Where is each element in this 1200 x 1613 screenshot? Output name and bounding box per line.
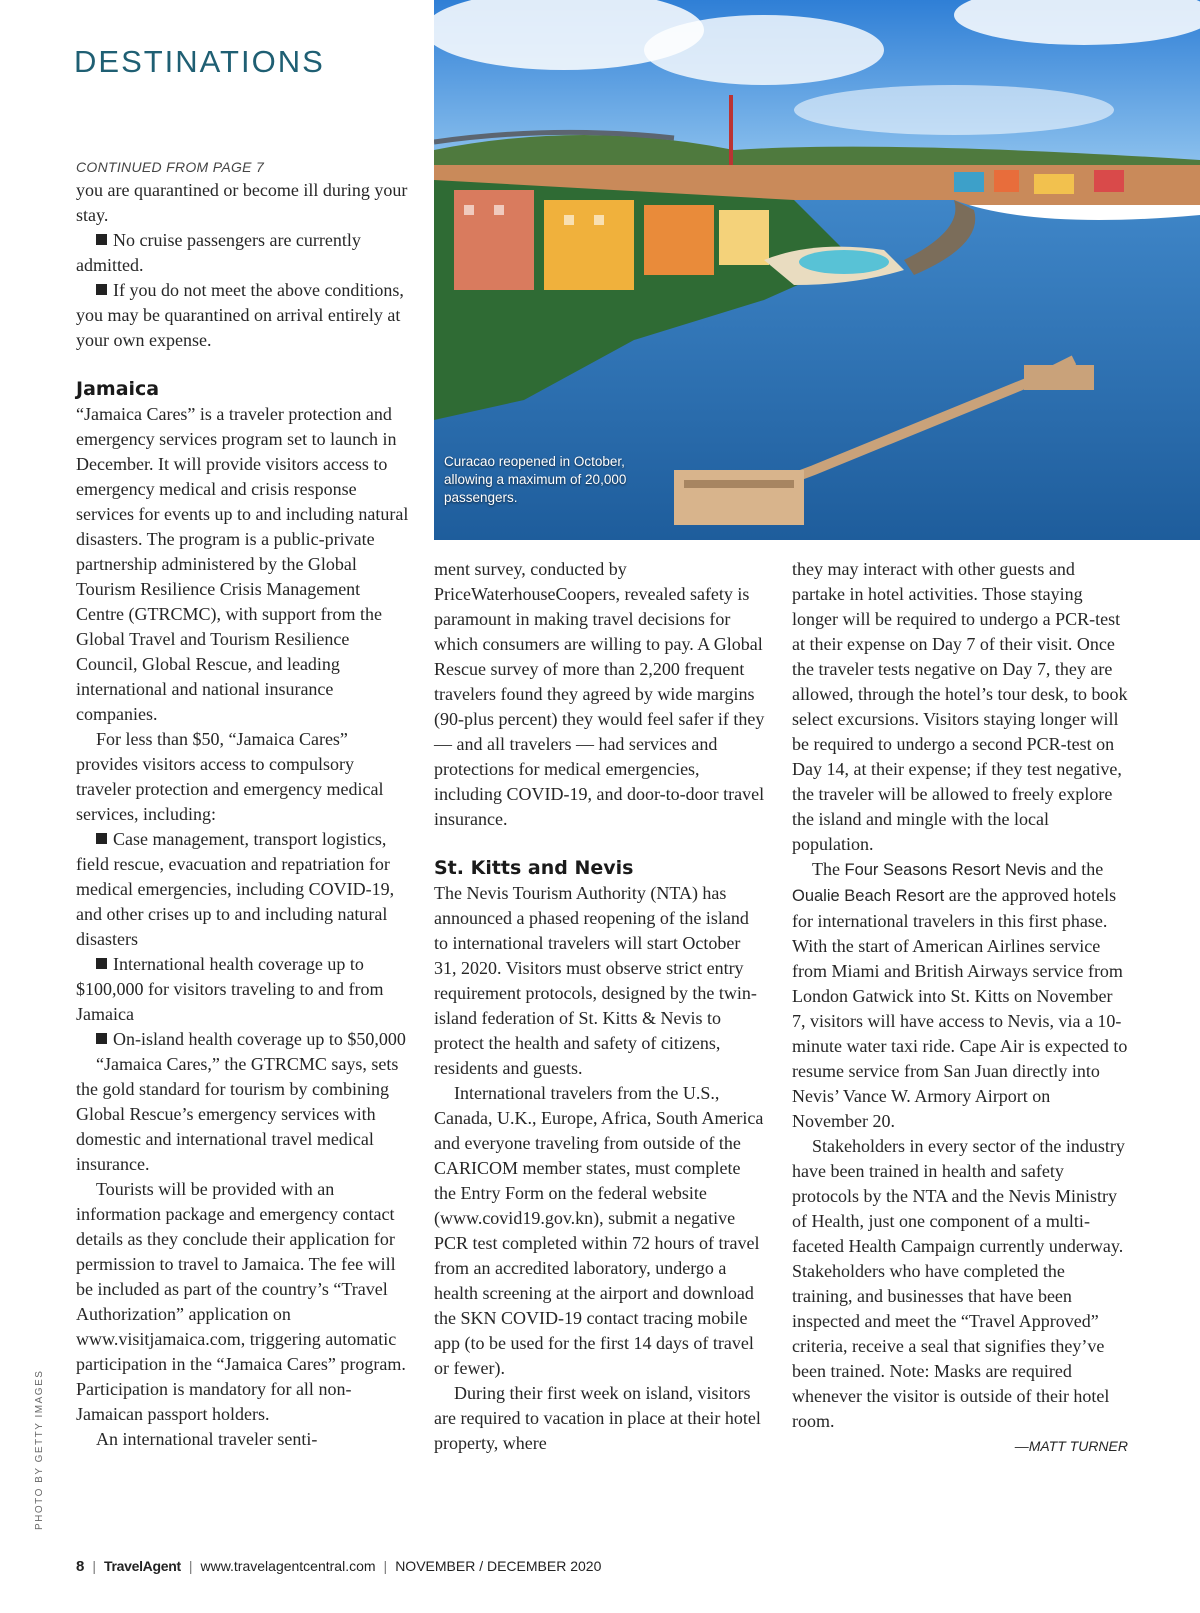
paragraph: The Four Seasons Resort Nevis and the Oualie Beach Resort are the approved hotels for international travelers in this first phase. With the start of American Airlines service from Miami and British Airways service from London Gatwick into St. Kitts on November 7, visitors will have access to Nevis, via a 10-minute water taxi ride. Cape Air is expected to resume service from San Juan directly into Nevis’ Vance W. Armory Airport on November 20. xyxy=(792,859,1128,1131)
section-heading-st-kitts: St. Kitts and Nevis xyxy=(434,857,634,879)
bullet-square-icon xyxy=(96,284,107,295)
bullet-square-icon xyxy=(96,958,107,969)
page-number: 8 xyxy=(76,1558,85,1575)
hero-photo xyxy=(434,0,1200,540)
page-footer: 8 | TravelAgent | www.travelagentcentral.com | NOVEMBER / DECEMBER 2020 xyxy=(76,1558,602,1575)
bullet-item: If you do not meet the above conditions, you may be quarantined on arrival entirely at your own expense. xyxy=(76,280,404,350)
section-heading-jamaica: Jamaica xyxy=(76,378,160,400)
hotel-name: Oualie Beach Resort xyxy=(792,887,945,905)
bullet-item: On-island health coverage up to $50,000 xyxy=(76,1027,410,1052)
bullet-square-icon xyxy=(96,1033,107,1044)
paragraph: Stakeholders in every sector of the industry have been trained in health and safety protocols by the NTA and the Nevis Ministry of Health, just one component of a multi-faceted Health Campaign currently underway. Stakeholders who have completed the training, and businesses that have been inspected and meet the “Travel Approved” criteria, receive a seal that signifies they’ve been trained. Note: Masks are required whenever the visitor is outside of their hotel room. xyxy=(792,1136,1125,1431)
paragraph: you are quarantined or become ill during your stay. xyxy=(76,180,408,225)
paragraph: ment survey, conducted by PriceWaterhouseCoopers, revealed safety is paramount in making travel decisions for which consumers are willing to pay. A Global Rescue survey of more than 2,200 frequent travelers found they agreed by wide margins (90-plus percent) they would feel safer if they — and all travelers — had services and protections for medical emergencies, including COVID-19, and door-to-door travel insurance. xyxy=(434,559,765,829)
bullet-square-icon xyxy=(96,234,107,245)
paragraph: “Jamaica Cares” is a traveler protection and emergency services program set to launch in December. It will provide visitors access to emergency medical and crisis response services for events up to and including natural disasters. The program is a public-private partnership administered by the Global Tourism Resilience Crisis Management Centre (GTRCMC), with support from the Global Travel and Tourism Resilience Council, Global Rescue, and leading international and national insurance companies. xyxy=(76,404,409,724)
byline: —MATT TURNER xyxy=(1014,1438,1128,1454)
paragraph: For less than $50, “Jamaica Cares” provides visitors access to compulsory traveler protection and emergency medical services, including: xyxy=(76,729,384,824)
paragraph: The Nevis Tourism Authority (NTA) has announced a phased reopening of the island to international travelers will start October 31, 2020. Visitors must observe strict entry requirement protocols, designed by the twin-island federation of St. Kitts & Nevis to protect the health and safety of citizens, residents and guests. xyxy=(434,883,757,1078)
column-3 xyxy=(792,557,1128,1459)
photo-caption: Curacao reopened in October, allowing a maximum of 20,000 passengers. xyxy=(444,454,627,505)
column-2 xyxy=(434,557,766,1456)
bullet-item: International health coverage up to $100,000 for visitors traveling to and from Jamaica xyxy=(76,954,384,1024)
continued-note: CONTINUED FROM PAGE 7 xyxy=(76,159,265,175)
paragraph: “Jamaica Cares,” the GTRCMC says, sets the gold standard for tourism by combining Global Rescue’s emergency services with domestic and international travel medical insurance. xyxy=(76,1054,399,1174)
paragraph: An international traveler senti- xyxy=(96,1429,318,1449)
paragraph: During their first week on island, visitors are required to vacation in place at their hotel property, where xyxy=(434,1383,761,1453)
bullet-item: Case management, transport logistics, field rescue, evacuation and repatriation for medical emergencies, including COVID-19, and other crises up to and including natural disasters xyxy=(76,829,395,949)
section-label: DESTINATIONS xyxy=(74,44,325,79)
photo-credit: PHOTO BY GETTY IMAGES xyxy=(34,1369,45,1530)
hotel-name: Four Seasons Resort Nevis xyxy=(844,861,1047,879)
paragraph: they may interact with other guests and partake in hotel activities. Those staying longer will be required to undergo a PCR-test at their expense on Day 7 of their visit. Once the traveler tests negative on Day 7, they are allowed, through the hotel’s tour desk, to book select excursions. Visitors staying longer will be required to undergo a second PCR-test on Day 14, at their expense; if they test negative, the traveler will be allowed to freely explore the island and mingle with the local population. xyxy=(792,559,1128,854)
bullet-item: No cruise passengers are currently admitted. xyxy=(76,230,361,275)
paragraph: Tourists will be provided with an information package and emergency contact details as they conclude their application for permission to travel to Jamaica. The fee will be included as part of the country’s “Travel Authorization” application on www.visitjamaica.com, triggering automatic participation in the “Jamaica Cares” program. Participation is mandatory for all non-Jamaican passport holders. xyxy=(76,1179,406,1424)
site-url: www.travelagentcentral.com xyxy=(200,1558,376,1574)
paragraph: International travelers from the U.S., Canada, U.K., Europe, Africa, South America and everyone traveling from outside of the CARICOM member states, must complete the Entry Form on the federal website (www.covid19.gov.kn), submit a negative PCR test completed within 72 hours of travel from an accredited laboratory, undergo a health screening at the airport and download the SKN COVID-19 contact tracing mobile app (to be used for the first 14 days of travel or fewer). xyxy=(434,1083,764,1378)
bullet-square-icon xyxy=(96,833,107,844)
column-1 xyxy=(76,156,410,1452)
issue-date: NOVEMBER / DECEMBER 2020 xyxy=(395,1558,602,1574)
brand-name: TravelAgent xyxy=(103,1558,181,1574)
